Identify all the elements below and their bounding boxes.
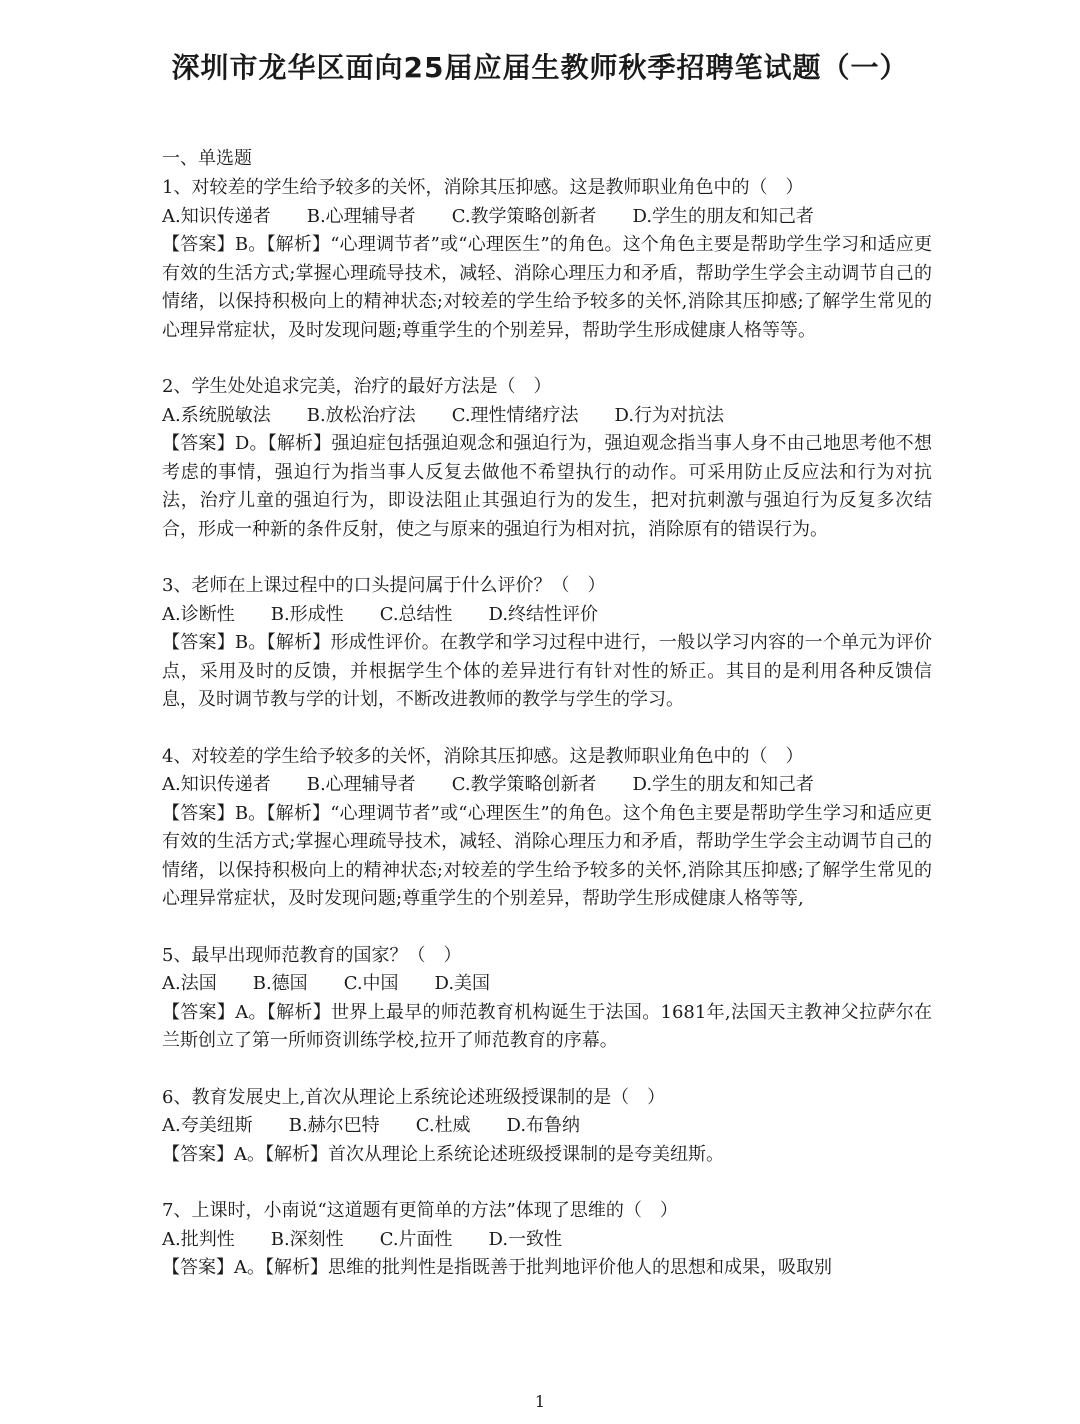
question-text: 4、对较差的学生给予较多的关怀，消除其压抑感。这是教师职业角色中的（ ） (162, 745, 804, 767)
question-text: 1、对较差的学生给予较多的关怀，消除其压抑感。这是教师职业角色中的（ ） (162, 177, 804, 198)
question-block (162, 1197, 932, 1283)
option: D.一致性 (488, 1228, 563, 1250)
option: D.布鲁纳 (506, 1115, 581, 1136)
option: A.批判性 (162, 1228, 235, 1250)
answer-explanation: 【答案】A。【解析】首次从理论上系统论述班级授课制的是夸美纽斯。 (162, 1143, 724, 1165)
option-row (162, 970, 932, 999)
answer-explanation: 【答案】B。【解析】形成性评价。在教学和学习过程中进行，一般以学习内容的一个单元为评价点，采用及时的反馈，并根据学生个体的差异进行有针对性的矫正。其目的是利用各种反馈信息，及时调节教与学的计划，不断改进教师的教学与学生的学习。 (162, 632, 932, 710)
option: B.心理辅导者 (306, 774, 416, 795)
option-row (162, 771, 932, 800)
option: A.夸美纽斯 (162, 1115, 253, 1136)
option: D.美国 (434, 973, 491, 994)
question-block (162, 572, 932, 715)
answer-explanation: 【答案】B。【解析】“心理调节者”或“心理医生”的角色。这个角色主要是帮助学生学习和适应更有效的生活方式;掌握心理疏导技术，减轻、消除心理压力和矛盾，帮助学生学会主动调节自己的情绪，以保持积极向上的精神状态;对较差的学生给予较多的关怀,消除其压抑感;了解学生常见的心理异常症状，及时发现问题;尊重学生的个别差异，帮助学生形成健康人格等等。 (162, 234, 932, 341)
question-text: 6、教育发展史上,首次从理论上系统论述班级授课制的是（ ） (162, 1086, 666, 1108)
question-block (162, 373, 932, 544)
option-row (162, 203, 932, 232)
option-row (162, 1112, 932, 1141)
question-block (162, 743, 932, 914)
page-number: 1 (534, 1392, 546, 1411)
question-text: 7、上课时，小南说“这道题有更简单的方法”体现了思维的（ ） (162, 1200, 678, 1221)
option: C.片面性 (379, 1228, 453, 1250)
answer-explanation: 【答案】A。【解析】思维的批判性是指既善于批判地评价他人的思想和成果，吸取别 (162, 1257, 832, 1278)
option: B.赫尔巴特 (288, 1115, 380, 1136)
option: B.德国 (252, 973, 308, 994)
option: D.学生的朋友和知己者 (632, 205, 815, 227)
option: A.诊断性 (162, 603, 235, 625)
option: B.形成性 (270, 603, 344, 625)
option: B.深刻性 (270, 1228, 344, 1250)
option: A.知识传递者 (162, 774, 271, 795)
option: B.放松治疗法 (306, 404, 416, 426)
question-text: 5、最早出现师范教育的国家？（ ） (162, 944, 462, 966)
option: A.系统脱敏法 (162, 404, 271, 426)
option-row (162, 601, 932, 630)
option: B.心理辅导者 (306, 205, 416, 227)
option: D.学生的朋友和知己者 (632, 774, 815, 795)
option: C.杜威 (415, 1115, 471, 1136)
answer-explanation: 【答案】A。【解析】世界上最早的师范教育机构诞生于法国。1681年,法国天主教神父拉萨尔在兰斯创立了第一所师资训练学校,拉开了师范教育的序幕。 (162, 1001, 932, 1051)
option: A.法国 (162, 973, 217, 994)
option: C.教学策略创新者 (451, 205, 597, 227)
option: D.终结性评价 (488, 603, 599, 625)
question-text: 2、学生处处追求完美，治疗的最好方法是（ ） (162, 376, 552, 397)
answer-explanation: 【答案】D。【解析】强迫症包括强迫观念和强迫行为，强迫观念指当事人身不由己地思考他不想考虑的事情，强迫行为指当事人反复去做他不希望执行的动作。可采用防止反应法和行为对抗法，治疗儿童的强迫行为，即设法阻止其强迫行为的发生，把对抗刺激与强迫行为反复多次结合，形成一种新的条件反射，使之与原来的强迫行为相对抗，消除原有的错误行为。 (162, 433, 932, 540)
option-row (162, 1226, 932, 1255)
option: D.行为对抗法 (614, 404, 725, 426)
option-row (162, 402, 932, 431)
question-list (162, 144, 932, 1283)
question-block (162, 942, 932, 1056)
option: C.理性情绪疗法 (451, 404, 579, 426)
option: C.教学策略创新者 (451, 774, 597, 795)
answer-explanation: 【答案】B。【解析】“心理调节者”或“心理医生”的角色。这个角色主要是帮助学生学习和适应更有效的生活方式;掌握心理疏导技术，减轻、消除心理压力和矛盾，帮助学生学会主动调节自己的情绪，以保持积极向上的精神状态;对较差的学生给予较多的关怀,消除其压抑感;了解学生常见的心理异常症状，及时发现问题;尊重学生的个别差异，帮助学生形成健康人格等等, (162, 802, 932, 909)
option: A.知识传递者 (162, 205, 271, 227)
question-text: 3、老师在上课过程中的口头提问属于什么评价？（ ） (162, 575, 606, 596)
question-block (162, 174, 932, 345)
section-title: 一、单选题 (162, 148, 252, 169)
option: C.中国 (343, 973, 399, 994)
document-title: 深圳市龙华区面向25届应届生教师秋季招聘笔试题（一） (171, 51, 909, 84)
question-block (162, 1084, 932, 1170)
option: C.总结性 (379, 603, 453, 625)
